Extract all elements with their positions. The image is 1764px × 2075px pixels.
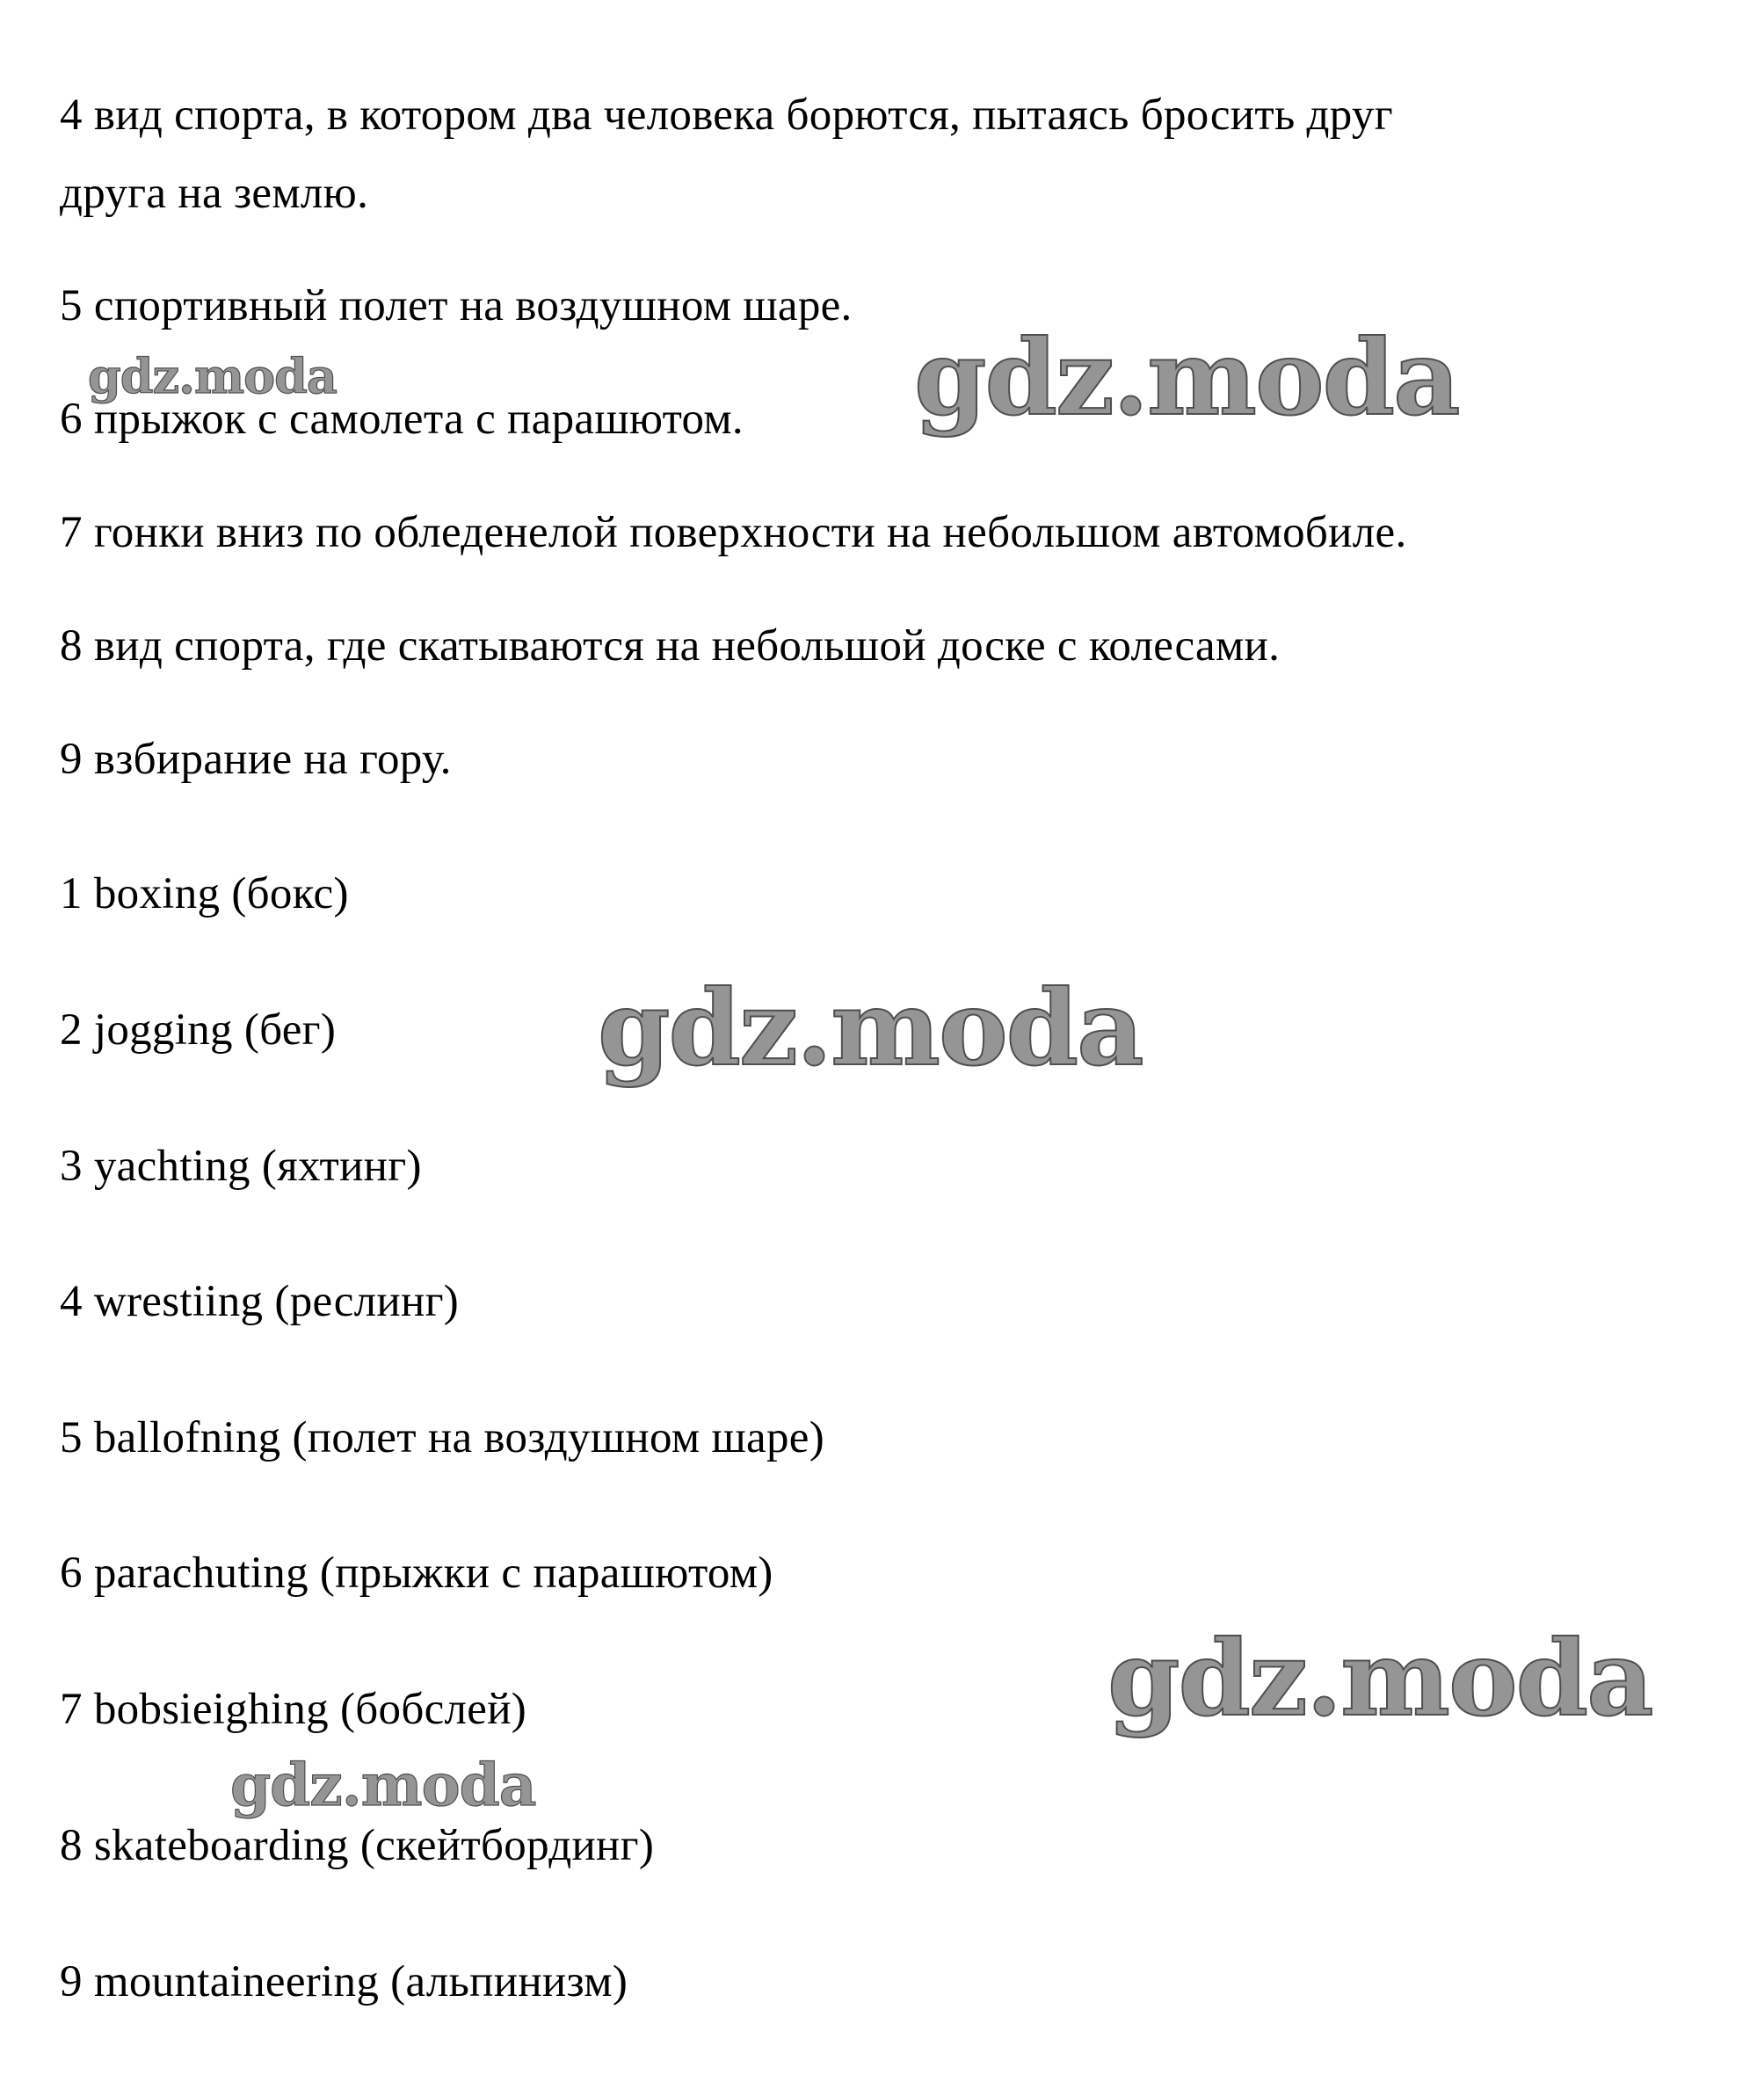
definition-7: 7 гонки вниз по обледенелой поверхности на небольшом автомобиле. (60, 508, 1407, 557)
answer-9: 9 mountaineering (альпинизм) (60, 1957, 628, 2006)
answer-5: 5 ballofning (полет на воздушном шаре) (60, 1413, 824, 1462)
answer-4: 4 wrestiing (реслинг) (60, 1277, 460, 1326)
answer-7: 7 bobsieighing (бобслей) (60, 1685, 527, 1734)
definition-5: 5 спортивный полет на воздушном шаре. (60, 281, 853, 330)
watermark-logo: gdz.moda (230, 1751, 536, 1819)
answer-1: 1 boxing (бокс) (60, 869, 349, 918)
watermark-logo: gdz.moda (598, 967, 1143, 1089)
watermark-logo: gdz.moda (88, 348, 337, 404)
definition-4-line-2: друга на землю. (60, 169, 369, 218)
definition-9: 9 взбирание на гору. (60, 735, 452, 784)
answer-6: 6 parachuting (прыжки с парашютом) (60, 1549, 773, 1598)
watermark-logo: gdz.moda (914, 316, 1459, 439)
definition-6: 6 прыжок с самолета с парашютом. (60, 395, 744, 444)
answer-3: 3 yachting (яхтинг) (60, 1142, 422, 1191)
definition-8: 8 вид спорта, где скатываются на небольшой доске с колесами. (60, 621, 1281, 671)
definition-4-line-1: 4 вид спорта, в котором два человека борются, пытаясь бросить друг (60, 91, 1393, 140)
answer-2: 2 jogging (бег) (60, 1005, 337, 1055)
answer-8: 8 skateboarding (скейтбординг) (60, 1821, 655, 1870)
watermark-logo: gdz.moda (1107, 1617, 1652, 1739)
